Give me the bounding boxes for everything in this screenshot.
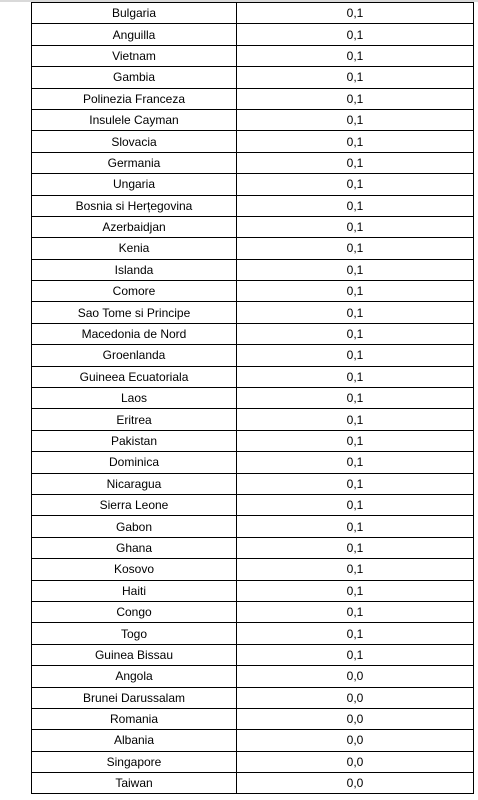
value-cell: 0,1 xyxy=(237,409,474,430)
table-row xyxy=(32,174,474,195)
country-cell: Polinezia Franceza xyxy=(32,88,237,109)
country-cell: Germania xyxy=(32,152,237,173)
country-cell: Gambia xyxy=(32,67,237,88)
country-cell: Eritrea xyxy=(32,409,237,430)
table-row xyxy=(32,67,474,88)
country-cell: Azerbaidjan xyxy=(32,216,237,237)
value-cell: 0,0 xyxy=(237,730,474,751)
country-cell: Bosnia si Herțegovina xyxy=(32,195,237,216)
value-cell: 0,1 xyxy=(237,644,474,665)
value-cell: 0,1 xyxy=(237,88,474,109)
table-row xyxy=(32,601,474,622)
table-row xyxy=(32,473,474,494)
country-cell: Macedonia de Nord xyxy=(32,323,237,344)
value-cell: 0,1 xyxy=(237,24,474,45)
table-row xyxy=(32,152,474,173)
value-cell: 0,1 xyxy=(237,452,474,473)
value-cell: 0,1 xyxy=(237,345,474,366)
value-cell: 0,1 xyxy=(237,195,474,216)
country-cell: Togo xyxy=(32,623,237,644)
value-cell: 0,1 xyxy=(237,366,474,387)
country-cell: Sao Tome si Principe xyxy=(32,302,237,323)
value-cell: 0,1 xyxy=(237,494,474,515)
value-cell: 0,1 xyxy=(237,174,474,195)
table-row xyxy=(32,216,474,237)
table-row xyxy=(32,45,474,66)
table-row xyxy=(32,3,474,24)
value-cell: 0,1 xyxy=(237,473,474,494)
value-cell: 0,1 xyxy=(237,388,474,409)
table-row xyxy=(32,131,474,152)
table-row xyxy=(32,623,474,644)
table-row xyxy=(32,751,474,772)
country-cell: Groenlanda xyxy=(32,345,237,366)
value-cell: 0,1 xyxy=(237,281,474,302)
country-cell: Nicaragua xyxy=(32,473,237,494)
country-cell: Gabon xyxy=(32,516,237,537)
country-cell: Kenia xyxy=(32,238,237,259)
value-cell: 0,1 xyxy=(237,238,474,259)
table-row xyxy=(32,195,474,216)
value-cell: 0,0 xyxy=(237,751,474,772)
table-row xyxy=(32,773,474,794)
country-cell: Slovacia xyxy=(32,131,237,152)
table-row xyxy=(32,302,474,323)
table-row xyxy=(32,345,474,366)
table-row xyxy=(32,559,474,580)
table-row xyxy=(32,430,474,451)
table-row xyxy=(32,366,474,387)
country-cell: Kosovo xyxy=(32,559,237,580)
value-cell: 0,1 xyxy=(237,430,474,451)
value-cell: 0,1 xyxy=(237,537,474,558)
value-cell: 0,1 xyxy=(237,45,474,66)
value-cell: 0,1 xyxy=(237,559,474,580)
country-cell: Islanda xyxy=(32,259,237,280)
country-cell: Bulgaria xyxy=(32,3,237,24)
table-body xyxy=(32,3,474,794)
country-cell: Vietnam xyxy=(32,45,237,66)
value-cell: 0,1 xyxy=(237,259,474,280)
table-row xyxy=(32,109,474,130)
value-cell: 0,0 xyxy=(237,708,474,729)
value-cell: 0,0 xyxy=(237,773,474,794)
table-row xyxy=(32,580,474,601)
value-cell: 0,1 xyxy=(237,152,474,173)
value-cell: 0,0 xyxy=(237,666,474,687)
table-row xyxy=(32,708,474,729)
country-cell: Ungaria xyxy=(32,174,237,195)
value-cell: 0,1 xyxy=(237,3,474,24)
country-value-table xyxy=(31,2,474,794)
table-row xyxy=(32,494,474,515)
country-cell: Laos xyxy=(32,388,237,409)
country-cell: Brunei Darussalam xyxy=(32,687,237,708)
value-cell: 0,1 xyxy=(237,323,474,344)
country-table-container xyxy=(31,2,471,794)
table-row xyxy=(32,409,474,430)
country-cell: Guinea Bissau xyxy=(32,644,237,665)
country-cell: Haiti xyxy=(32,580,237,601)
value-cell: 0,1 xyxy=(237,216,474,237)
value-cell: 0,1 xyxy=(237,516,474,537)
country-cell: Ghana xyxy=(32,537,237,558)
country-cell: Albania xyxy=(32,730,237,751)
table-row xyxy=(32,88,474,109)
table-row xyxy=(32,644,474,665)
table-row xyxy=(32,666,474,687)
table-row xyxy=(32,238,474,259)
table-row xyxy=(32,259,474,280)
country-cell: Pakistan xyxy=(32,430,237,451)
country-cell: Dominica xyxy=(32,452,237,473)
country-cell: Singapore xyxy=(32,751,237,772)
value-cell: 0,1 xyxy=(237,601,474,622)
value-cell: 0,1 xyxy=(237,109,474,130)
country-cell: Romania xyxy=(32,708,237,729)
value-cell: 0,1 xyxy=(237,67,474,88)
table-row xyxy=(32,687,474,708)
table-row xyxy=(32,281,474,302)
table-row xyxy=(32,537,474,558)
country-cell: Comore xyxy=(32,281,237,302)
table-row xyxy=(32,24,474,45)
country-cell: Congo xyxy=(32,601,237,622)
value-cell: 0,1 xyxy=(237,580,474,601)
country-cell: Anguilla xyxy=(32,24,237,45)
value-cell: 0,1 xyxy=(237,623,474,644)
table-row xyxy=(32,388,474,409)
table-row xyxy=(32,730,474,751)
table-row xyxy=(32,516,474,537)
value-cell: 0,1 xyxy=(237,302,474,323)
country-cell: Taiwan xyxy=(32,773,237,794)
value-cell: 0,0 xyxy=(237,687,474,708)
table-row xyxy=(32,452,474,473)
value-cell: 0,1 xyxy=(237,131,474,152)
country-cell: Angola xyxy=(32,666,237,687)
table-row xyxy=(32,323,474,344)
country-cell: Insulele Cayman xyxy=(32,109,237,130)
country-cell: Sierra Leone xyxy=(32,494,237,515)
country-cell: Guineea Ecuatoriala xyxy=(32,366,237,387)
